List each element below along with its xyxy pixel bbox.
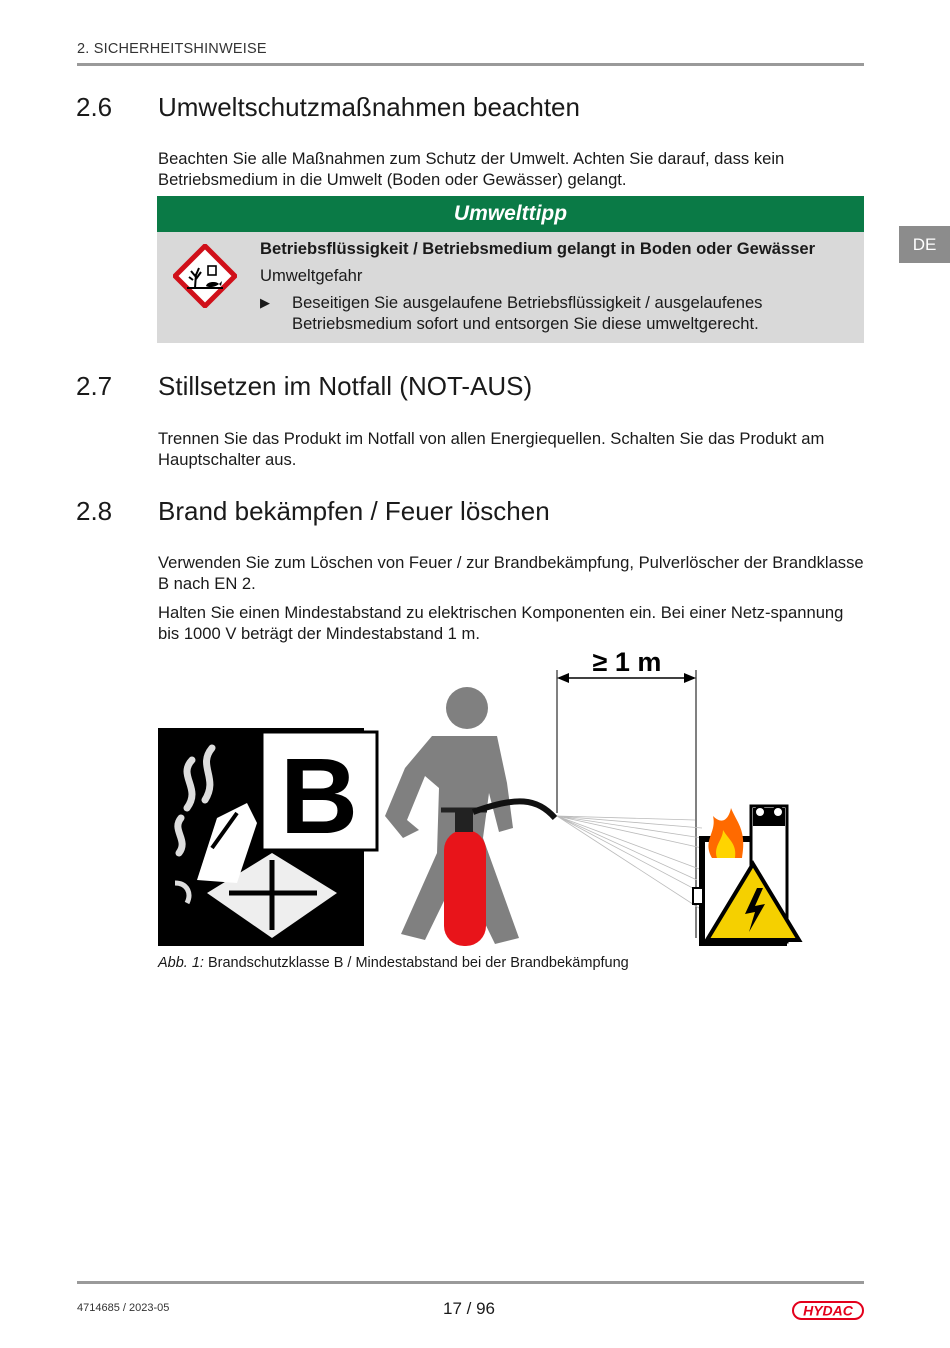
hazard-type: Umweltgefahr xyxy=(260,266,363,285)
section-number-2-8: 2.8 xyxy=(76,496,113,526)
language-tab[interactable]: DE xyxy=(899,226,950,263)
section-title-2-7: Stillsetzen im Notfall (NOT-AUS) xyxy=(158,371,533,401)
section-2-7-body xyxy=(158,428,864,470)
footer-rule xyxy=(77,1281,864,1284)
distance-label: ≥ 1 m xyxy=(592,648,662,677)
environment-tip-content xyxy=(260,238,850,334)
minimum-distance-dimension xyxy=(557,648,696,938)
page-number: 17 / 96 xyxy=(443,1299,495,1318)
paragraph: Beachten Sie alle Maßnahmen zum Schutz der Umwelt. Achten Sie darauf, dass kein Betriebsmedium in die Umwelt (Boden oder Gewässer) gelangt. xyxy=(158,149,785,189)
fire-class-letter: B xyxy=(280,735,358,856)
environment-tip-title: Betriebsflüssigkeit / Betriebsmedium gelangt in Boden oder Gewässer xyxy=(260,239,816,258)
environment-tip-heading: Umwelttipp xyxy=(157,196,864,232)
action-item xyxy=(260,292,850,334)
figure-caption xyxy=(158,955,629,971)
section-title-2-6: Umweltschutzmaßnahmen beachten xyxy=(158,92,580,122)
bullet-arrow-icon: ▶ xyxy=(260,295,270,310)
paragraph: Trennen Sie das Produkt im Notfall von allen Energiequellen. Schalten Sie das Produkt am Hauptschalter aus. xyxy=(158,429,825,469)
action-text: Beseitigen Sie ausgelaufene Betriebsflüssigkeit / ausgelaufenes Betriebsmedium sofort und entsorgen Sie diese umweltgerecht. xyxy=(292,293,763,333)
document-number: 4714685 / 2023-05 xyxy=(77,1302,170,1314)
paragraph: Verwenden Sie zum Löschen von Feuer / zur Brandbekämpfung, Pulverlöscher der Brandklasse B nach EN 2. xyxy=(158,553,864,593)
running-header: 2. SICHERHEITSHINWEISE xyxy=(77,41,267,57)
paragraph: Halten Sie einen Mindestabstand zu elektrischen Komponenten ein. Bei einer Netz-spannung bis 1000 V beträgt der Mindestabstand 1 m. xyxy=(158,603,844,643)
hydac-logo xyxy=(792,1301,864,1320)
fire-fighting-figure xyxy=(157,648,807,950)
section-number-2-6: 2.6 xyxy=(76,92,113,122)
fire-class-b-pictogram xyxy=(158,728,377,946)
extinguisher-spray xyxy=(557,816,702,910)
electrical-component xyxy=(693,806,799,946)
section-title-2-8: Brand bekämpfen / Feuer löschen xyxy=(158,496,550,526)
environmental-hazard-icon xyxy=(173,244,237,308)
header-rule xyxy=(77,63,864,66)
section-2-6-body xyxy=(158,148,864,190)
environment-tip-box xyxy=(157,196,864,343)
section-number-2-7: 2.7 xyxy=(76,371,113,401)
caption-text: Brandschutzklasse B / Mindestabstand bei der Brandbekämpfung xyxy=(207,955,629,971)
brand-name: HYDAC xyxy=(803,1302,853,1319)
section-2-8-body xyxy=(158,552,864,644)
caption-label: Abb. 1: xyxy=(158,955,204,971)
